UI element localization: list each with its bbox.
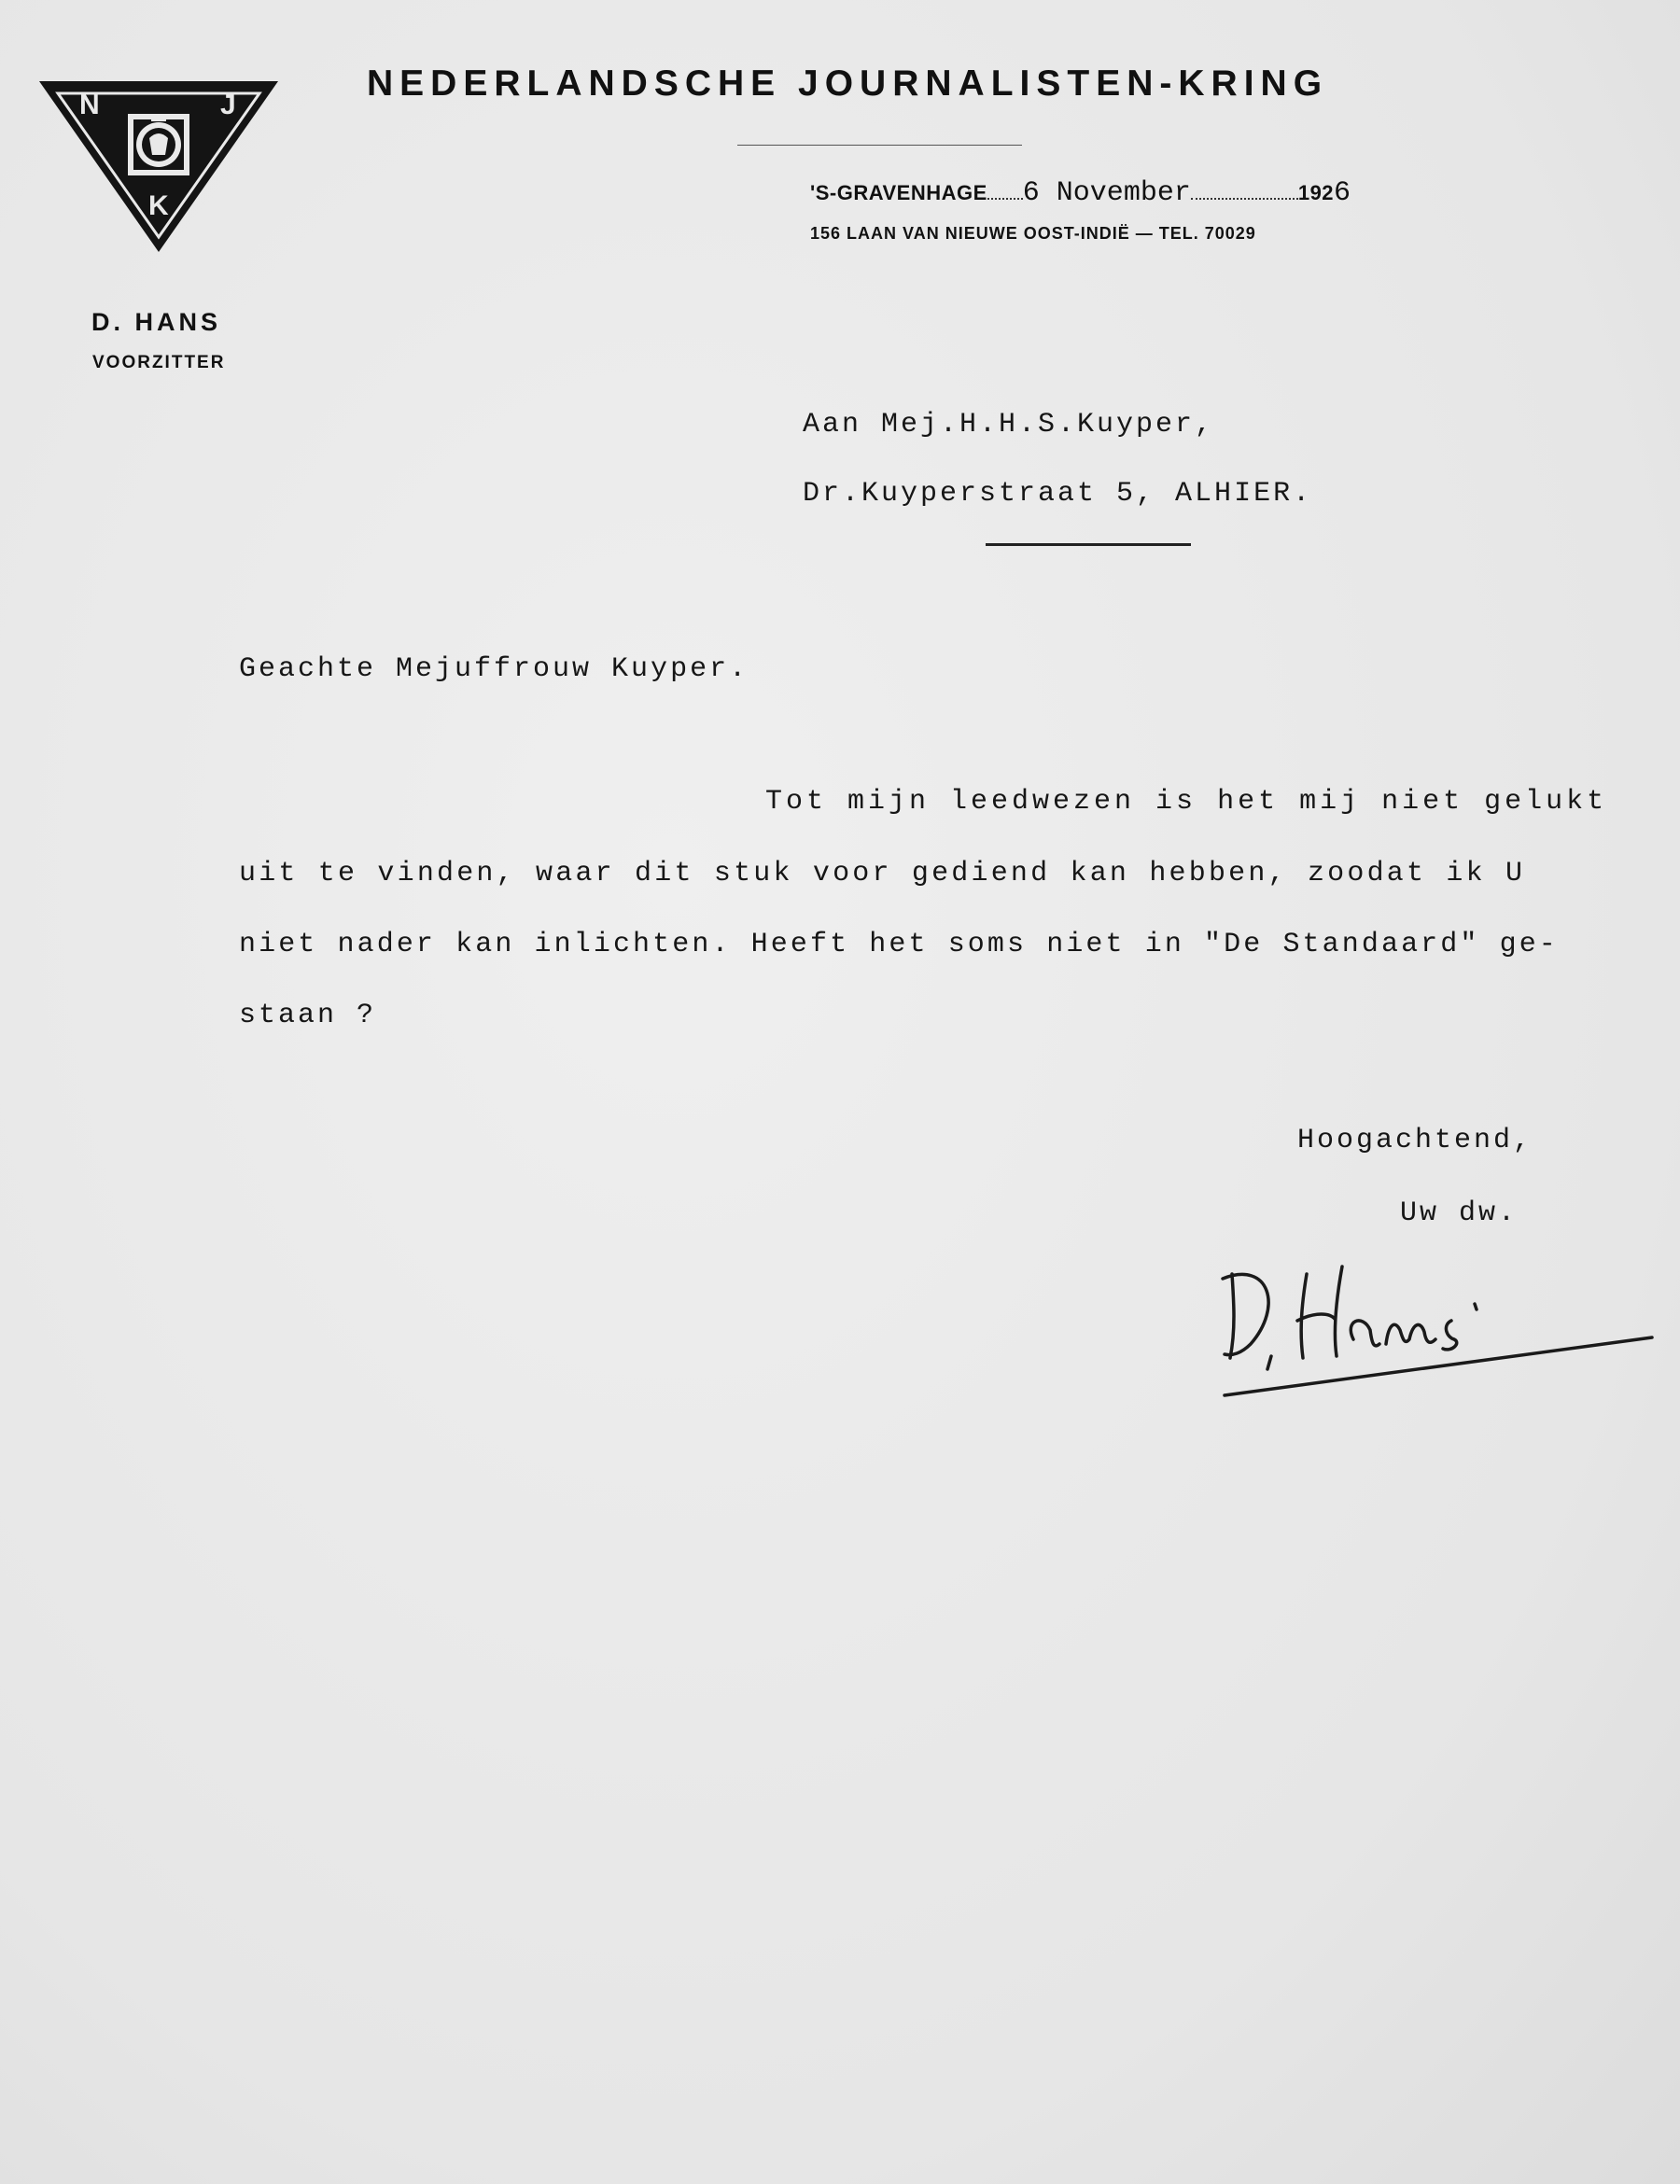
body-line: Tot mijn leedwezen is het mij niet gelukt [765, 786, 1608, 818]
recipient-underline [986, 543, 1191, 546]
sender-address: 156 LAAN VAN NIEUWE OOST-INDIË — TEL. 70029 [810, 224, 1256, 243]
body-line: uit te vinden, waar dit stuk voor gediend kan hebben, zoodat ik U [239, 858, 1526, 889]
handwritten-signature [1213, 1255, 1661, 1423]
closing-line: Hoogachtend, [1297, 1125, 1533, 1156]
printed-year: 192 [1297, 181, 1335, 204]
logo-letter-j: J [220, 90, 236, 120]
dotted-fill [1191, 198, 1298, 200]
organization-name: NEDERLANDSCHE JOURNALISTEN-KRING [367, 63, 1329, 104]
header-rule [737, 145, 1022, 146]
city-label: 'S-GRAVENHAGE [810, 181, 987, 204]
typed-date: 6 November [1022, 177, 1191, 209]
recipient-address: Dr.Kuyperstraat 5, ALHIER. [803, 478, 1313, 510]
dotted-fill [987, 198, 1023, 200]
closing-line: Uw dw. [1400, 1197, 1519, 1229]
logo-letter-n: N [79, 90, 100, 120]
typed-year-digit: 6 [1334, 177, 1351, 209]
date-line [810, 177, 1463, 215]
logo-letter-k: K [148, 190, 169, 221]
president-name: D. HANS [91, 308, 222, 336]
salutation: Geachte Mejuffrouw Kuyper. [239, 653, 749, 685]
body-line: staan ? [239, 1000, 377, 1031]
body-line: niet nader kan inlichten. Heeft het soms niet in "De Standaard" ge- [239, 929, 1559, 960]
president-title: VOORZITTER [92, 353, 226, 372]
recipient-name: Aan Mej.H.H.S.Kuyper, [803, 409, 1215, 441]
njk-logo-emblem [37, 77, 280, 254]
